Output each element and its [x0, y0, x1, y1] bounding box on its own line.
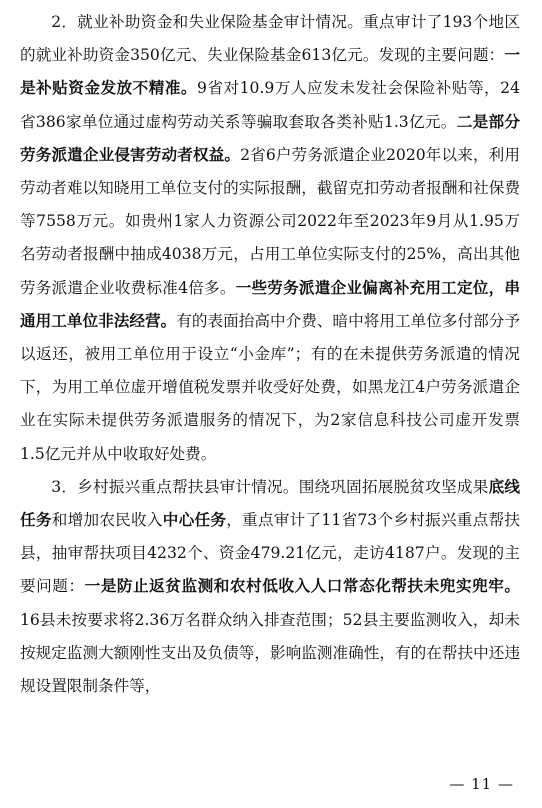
text-segment: ，重点审计了11省73个乡村振兴重点帮扶县，抽审帮扶项目4232个、资金479.21亿元，走访4187户。发现的主要问题： — [20, 511, 520, 596]
text-segment: 有的表面抬高中介费、暗中将用工单位多付部分予以返还，被用工单位用于设立“小金库”；有的在未提供劳务派遣的情况下，为用工单位虚开增值税发票并收受好处费，如黑龙江4户劳务派遣企业在实际未提供劳务派遣服务的情况下，为2家信息科技公司虚开发票1.5亿元并从中收取好处费。 — [20, 311, 520, 463]
paragraph-rural-revitalization-audit — [20, 471, 520, 703]
text-segment: 和增加农民收入 — [51, 511, 163, 530]
page-number: — 11 — — [449, 775, 514, 793]
key-term: 底线任务 — [20, 477, 520, 530]
finding-heading: 一是防止返贫监测和农村低收入人口常态化帮扶未兜实兜牢。 — [84, 577, 520, 596]
text-segment: 2省6户劳务派遣企业2020年以来，利用劳动者难以知晓用工单位支付的实际报酬，截留克扣劳动者报酬和社保费等7558万元。如贵州1家人力资源公司2022年至2023年9月从1.95万名劳动者报酬中抽成4038万元，占用工单位实际支付的25%，高出其他劳务派遣企业收费标准4倍多。 — [20, 145, 520, 297]
finding-heading: 二是部分劳务派遣企业侵害劳动者权益。 — [20, 112, 520, 164]
text-segment: 16县未按要求将2.36万名群众纳入排查范围；52县主要监测收入，却未按规定监测大额刚性支出及负债等，影响监测准确性，有的在帮扶中还违规设置限制条件等， — [20, 610, 520, 696]
key-term: 中心任务 — [162, 511, 227, 530]
text-segment: 2．就业补助资金和失业保险基金审计情况。重点审计了193个地区的就业补助资金350亿元、失业保险基金613亿元。发现的主要问题： — [20, 13, 520, 65]
finding-heading: 一是补贴资金发放不精准。 — [20, 46, 520, 98]
paragraph-employment-audit — [20, 6, 520, 471]
text-segment: 9省对10.9万人应发未发社会保险补贴等，24省386家单位通过虚构劳动关系等骗取套取各类补贴1.3亿元。 — [20, 79, 520, 131]
text-segment: 3．乡村振兴重点帮扶县审计情况。围绕巩固拓展脱贫攻坚成果 — [51, 477, 489, 496]
document-body — [20, 6, 520, 703]
finding-heading: 一些劳务派遣企业偏离补充用工定位，串通用工单位非法经营。 — [20, 278, 520, 330]
